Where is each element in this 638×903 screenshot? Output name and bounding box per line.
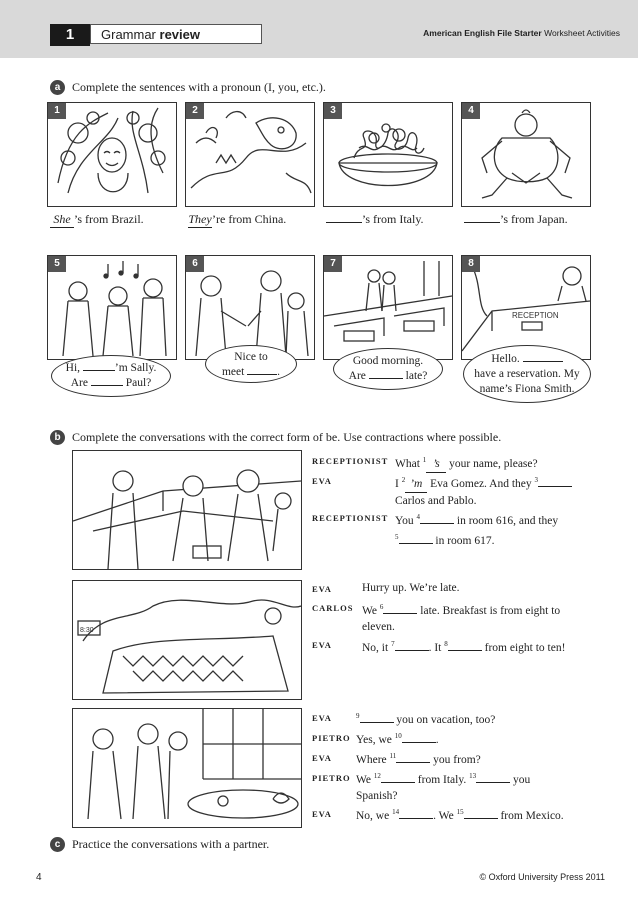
picture-number: 1 bbox=[48, 103, 66, 119]
answer-blank[interactable] bbox=[523, 361, 563, 362]
dialogue-line bbox=[312, 728, 607, 748]
line-text: We $^6$ late. Breakfast is from eight to eleven. bbox=[362, 603, 561, 633]
line-text: Where $^{11}$ you from? bbox=[356, 752, 481, 766]
line-text: No, it $^7$ . It $^8$ from eight to ten! bbox=[362, 640, 566, 654]
answer-blank[interactable] bbox=[464, 818, 498, 819]
caption-3 bbox=[326, 212, 424, 227]
speaker: EVA bbox=[312, 584, 332, 594]
dialogue-line bbox=[312, 768, 607, 804]
answer-blank[interactable] bbox=[247, 374, 277, 375]
speech-bubble-5 bbox=[51, 355, 171, 397]
picture-number: 8 bbox=[462, 256, 480, 272]
answer-blank[interactable] bbox=[381, 782, 415, 783]
answer-blank[interactable]: ’s bbox=[426, 456, 446, 473]
speech-bubble-6 bbox=[205, 345, 297, 383]
bubble-text: . bbox=[277, 366, 281, 378]
speaker: EVA bbox=[312, 809, 332, 819]
conversation-3 bbox=[312, 708, 607, 824]
sumo-illustration bbox=[462, 103, 590, 206]
caption-4 bbox=[464, 212, 568, 227]
svg-text:8:30: 8:30 bbox=[80, 627, 94, 634]
bubble-text: ’m Sally. bbox=[114, 362, 157, 374]
speaker: EVA bbox=[312, 753, 332, 763]
breakfast-illustration bbox=[73, 709, 301, 827]
line-text: Yes, we $^{10}$ . bbox=[356, 732, 439, 746]
answer-blank[interactable] bbox=[326, 222, 362, 223]
caption-text: ’s from Italy. bbox=[362, 212, 424, 226]
answer-blank[interactable] bbox=[420, 523, 454, 524]
dialogue-line bbox=[312, 748, 607, 768]
answer-blank[interactable] bbox=[476, 782, 510, 783]
unit-number: 1 bbox=[50, 24, 90, 46]
answer-blank[interactable] bbox=[395, 650, 429, 651]
handshake-illustration bbox=[186, 256, 314, 359]
bubble-text: late? bbox=[405, 370, 428, 382]
picture-number: 3 bbox=[324, 103, 342, 119]
title-grammar: Grammar bbox=[101, 27, 156, 42]
answer-blank[interactable]: She bbox=[50, 212, 74, 228]
copyright: © Oxford University Press 2011 bbox=[479, 872, 605, 882]
answer-blank[interactable] bbox=[360, 722, 394, 723]
bubble-text: Are bbox=[70, 377, 88, 389]
speaker: EVA bbox=[312, 476, 332, 486]
picture-number: 5 bbox=[48, 256, 66, 272]
bubble-text: Nice to bbox=[234, 351, 268, 363]
answer-blank[interactable] bbox=[91, 385, 123, 386]
picture-3 bbox=[323, 102, 453, 207]
hotel-reception-illustration bbox=[73, 451, 301, 569]
answer-blank[interactable] bbox=[369, 378, 403, 379]
caption-text: ’s from Brazil. bbox=[74, 212, 144, 226]
bedroom-illustration bbox=[73, 581, 301, 699]
dialogue-line bbox=[312, 452, 602, 470]
picture-number: 2 bbox=[186, 103, 204, 119]
bubble-text: have a reservation. My bbox=[474, 368, 580, 380]
speaker: EVA bbox=[312, 713, 332, 723]
bubble-text: Hi, bbox=[65, 362, 81, 374]
section-a-letter: a bbox=[50, 80, 65, 95]
bubble-text: Are bbox=[348, 370, 366, 382]
picture-number: 7 bbox=[324, 256, 342, 272]
section-a-instruction: Complete the sentences with a pronoun (I, you, etc.). bbox=[72, 80, 326, 94]
answer-blank[interactable]: They bbox=[188, 212, 212, 226]
answer-blank[interactable] bbox=[83, 370, 115, 371]
answer-blank[interactable] bbox=[399, 818, 433, 819]
conversation-2-picture bbox=[72, 580, 302, 700]
bubble-text: name’s Fiona Smith. bbox=[479, 383, 575, 395]
picture-4 bbox=[461, 102, 591, 207]
dancer-illustration bbox=[48, 103, 176, 206]
running-head bbox=[380, 28, 620, 38]
conversation-2 bbox=[312, 580, 607, 654]
answer-blank[interactable]: ’m bbox=[405, 476, 427, 493]
dialogue-line bbox=[312, 598, 607, 632]
dialogue-line bbox=[312, 636, 607, 654]
picture-5 bbox=[47, 255, 177, 360]
line-text: I $^2$ ’m Eva Gomez. And they $^3$ Carlos and Pablo. bbox=[395, 472, 605, 509]
conversation-3-picture bbox=[72, 708, 302, 828]
title-review: review bbox=[159, 27, 200, 42]
bubble-text: Good morning. bbox=[352, 355, 424, 367]
speaker: RECEPTIONIST bbox=[312, 456, 389, 466]
dialogue-line bbox=[312, 708, 607, 728]
page-number: 4 bbox=[36, 872, 42, 883]
bubble-text: meet bbox=[221, 366, 245, 378]
section-c-instruction: Practice the conversations with a partner. bbox=[72, 837, 270, 851]
speaker: RECEPTIONIST bbox=[312, 513, 389, 523]
caption-2 bbox=[188, 212, 286, 228]
caption-text: ’s from Japan. bbox=[500, 212, 568, 226]
bubble-text: Hello. bbox=[491, 353, 520, 365]
speaker: CARLOS bbox=[312, 603, 354, 613]
speech-bubble-7 bbox=[333, 348, 443, 390]
party-illustration bbox=[48, 256, 176, 359]
bubble-text: Paul? bbox=[125, 377, 152, 389]
picture-number: 4 bbox=[462, 103, 480, 119]
line-text: No, we $^{14}$ . We $^{15}$ from Mexico. bbox=[356, 808, 564, 822]
dialogue-line bbox=[312, 580, 607, 598]
book-subtitle: Worksheet Activities bbox=[544, 28, 620, 38]
dialogue-line bbox=[312, 470, 602, 507]
speaker: PIETRO bbox=[312, 773, 351, 783]
answer-blank[interactable] bbox=[399, 543, 433, 544]
picture-1 bbox=[47, 102, 177, 207]
dialogue-line bbox=[312, 508, 602, 547]
speech-bubble-8 bbox=[463, 345, 591, 403]
reception-illustration bbox=[462, 256, 590, 359]
speaker: PIETRO bbox=[312, 733, 351, 743]
dialogue-line bbox=[312, 804, 607, 824]
page-title bbox=[90, 24, 262, 44]
answer-blank[interactable] bbox=[538, 486, 572, 487]
book-title: American English File Starter bbox=[423, 28, 542, 38]
picture-7 bbox=[323, 255, 453, 360]
line-text: $^9$ you on vacation, too? bbox=[356, 712, 496, 726]
classroom-illustration bbox=[324, 256, 452, 359]
speaker: EVA bbox=[312, 640, 332, 650]
answer-blank[interactable] bbox=[396, 762, 430, 763]
dragon-illustration bbox=[186, 103, 314, 206]
section-b-letter: b bbox=[50, 430, 65, 445]
conversation-1-picture bbox=[72, 450, 302, 570]
line-text: We $^{12}$ from Italy. $^{13}$ you Spanish? bbox=[356, 772, 531, 802]
answer-blank[interactable] bbox=[402, 742, 436, 743]
pasta-bowl-illustration bbox=[324, 103, 452, 206]
picture-2 bbox=[185, 102, 315, 207]
picture-number: 6 bbox=[186, 256, 204, 272]
section-c-letter: c bbox=[50, 837, 65, 852]
line-text: What $^1$ ’s your name, please? bbox=[395, 452, 538, 473]
svg-text:RECEPTION: RECEPTION bbox=[512, 311, 559, 320]
answer-blank[interactable] bbox=[448, 650, 482, 651]
caption-1 bbox=[50, 212, 144, 228]
line-text: Hurry up. We’re late. bbox=[362, 582, 460, 594]
section-b-instruction: Complete the conversations with the correct form of be. Use contractions where possible. bbox=[72, 430, 502, 444]
conversation-1 bbox=[312, 452, 602, 547]
line-text: You $^4$ in room 616, and they $^5$ in room 617. bbox=[395, 513, 559, 547]
answer-blank[interactable] bbox=[464, 222, 500, 223]
answer-blank[interactable] bbox=[383, 613, 417, 614]
caption-text: ’re from China. bbox=[212, 212, 287, 226]
